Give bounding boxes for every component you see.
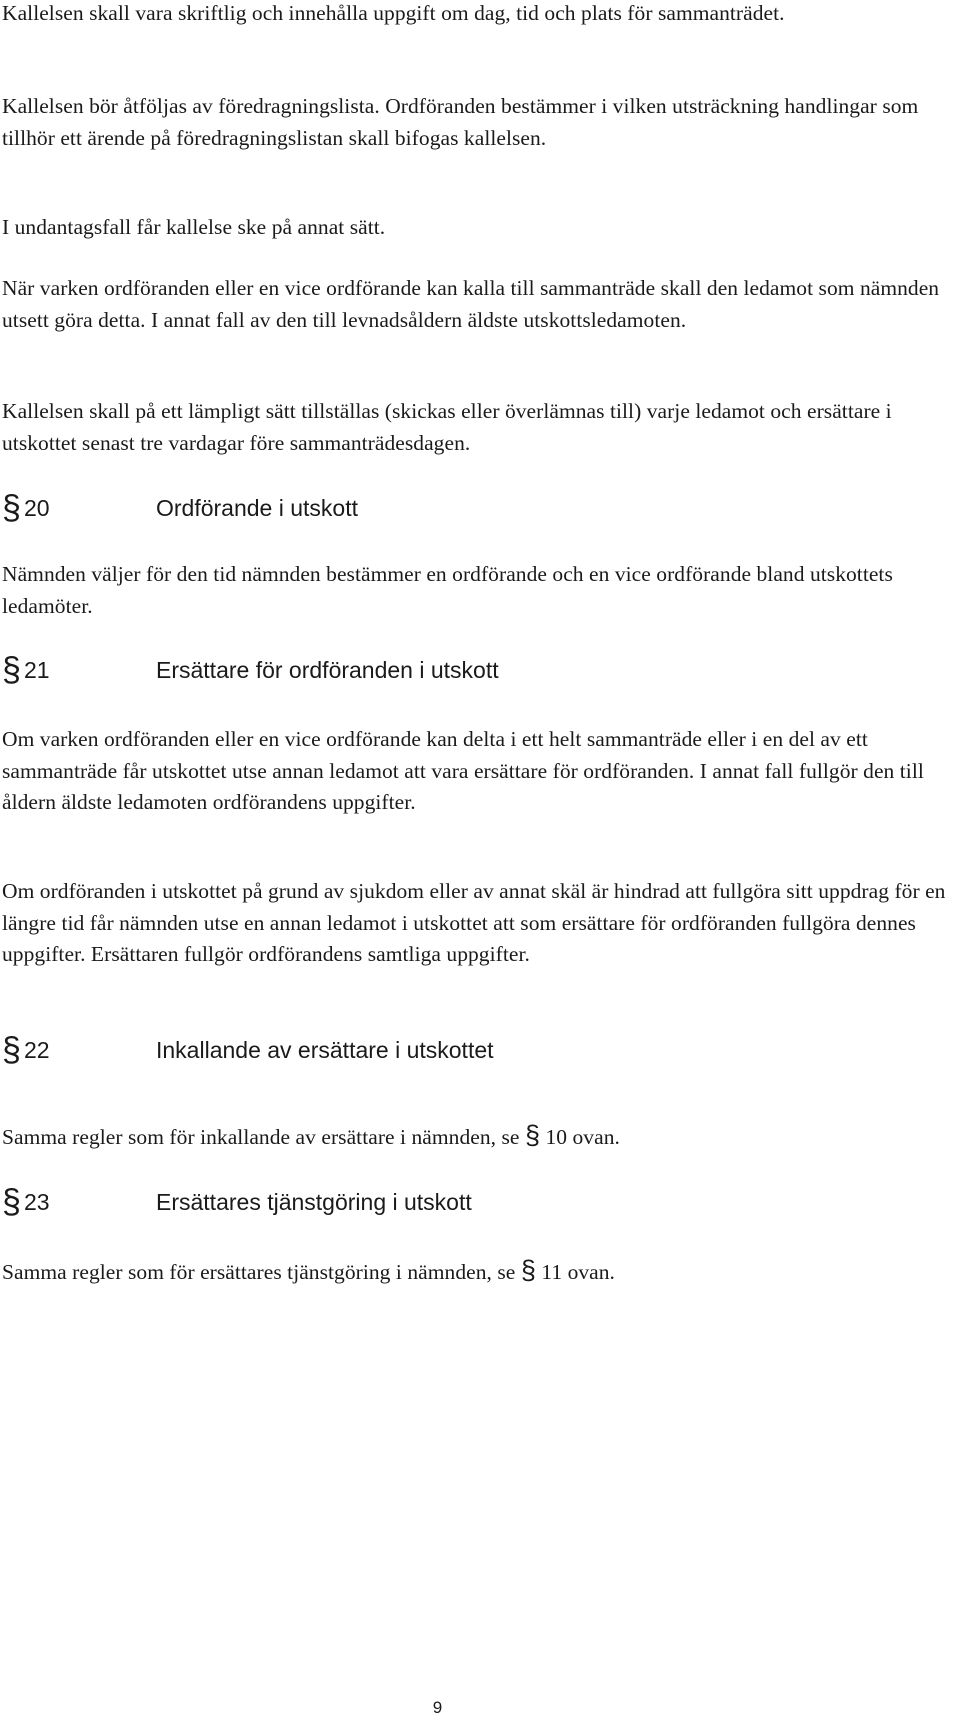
section-heading-22 bbox=[2, 1030, 902, 1070]
section-reference: 10 bbox=[545, 1125, 568, 1149]
page-number: 9 bbox=[432, 1698, 443, 1717]
section-heading-20 bbox=[2, 488, 902, 528]
text-segment: Samma regler som för ersättares tjänstgöring i nämnden, se bbox=[2, 1260, 521, 1284]
text-segment: ovan. bbox=[562, 1260, 615, 1284]
section-sign-inline: § bbox=[520, 1255, 536, 1285]
section-sign: § bbox=[2, 1031, 21, 1069]
section-title: Ersättare för ordföranden i utskott bbox=[156, 657, 499, 683]
paragraph-foredragningslista: Kallelsen bör åtföljas av föredragningslista. Ordföranden bestämmer i vilken utsträckning handlingar som tillhör ett ärende på föredragningslistan skall bifogas kallelsen. bbox=[2, 94, 919, 150]
paragraph-kalla-sammantrade: När varken ordföranden eller en vice ordförande kan kalla till sammanträde skall den ledamot som nämnden utsett göra detta. I annat fall av den till levnadsåldern äldste utskottsledamoten. bbox=[2, 276, 940, 332]
section-title: Inkallande av ersättare i utskottet bbox=[156, 1037, 494, 1063]
paragraph-kallelse-innehall: Kallelsen skall vara skriftlig och innehålla uppgift om dag, tid och plats för sammanträdet. bbox=[2, 1, 785, 25]
paragraph-inkallande-hanvisning bbox=[2, 1120, 952, 1154]
section-number: 22 bbox=[24, 1037, 50, 1063]
section-number: 21 bbox=[24, 657, 50, 683]
paragraph-ordforande-hindrad: Om ordföranden i utskottet på grund av sjukdom eller av annat skäl är hindrad att fullgöra sitt uppdrag för en längre tid får nämnden utse en annan ledamot i utskottet att som ersättare för ordföranden fullgöra dennes uppgifter. Ersättaren fullgör ordförandens samtliga uppgifter. bbox=[2, 879, 946, 966]
section-number: 23 bbox=[24, 1189, 50, 1215]
section-heading-21 bbox=[2, 650, 902, 690]
section-number: 20 bbox=[24, 495, 50, 521]
section-sign: § bbox=[2, 1183, 21, 1221]
text-segment: Samma regler som för inkallande av ersättare i nämnden, se bbox=[2, 1125, 525, 1149]
text-segment: ovan. bbox=[567, 1125, 620, 1149]
section-reference: 11 bbox=[541, 1260, 563, 1284]
section-sign-inline: § bbox=[524, 1120, 541, 1150]
section-title: Ordförande i utskott bbox=[156, 495, 358, 521]
paragraph-undantagsfall: I undantagsfall får kallelse ske på annat sätt. bbox=[2, 215, 386, 239]
section-heading-23 bbox=[2, 1182, 902, 1222]
section-sign: § bbox=[2, 651, 21, 689]
paragraph-tjanstgoring-hanvisning bbox=[2, 1255, 952, 1289]
paragraph-val-ordforande: Nämnden väljer för den tid nämnden bestämmer en ordförande och en vice ordförande bland utskottets ledamöter. bbox=[2, 562, 893, 618]
section-sign: § bbox=[2, 489, 21, 527]
section-title: Ersättares tjänstgöring i utskott bbox=[156, 1189, 472, 1215]
paragraph-ersattare-ordforande: Om varken ordföranden eller en vice ordförande kan delta i ett helt sammanträde eller i en del av ett sammanträde får utskottet utse annan ledamot att vara ersättare för ordföranden. I annat fall fullgör den till åldern äldste ledamoten ordförandens uppgifter. bbox=[2, 727, 924, 814]
paragraph-tillstallas: Kallelsen skall på ett lämpligt sätt tillställas (skickas eller överlämnas till) varje ledamot och ersättare i utskottet senast tre vardagar före sammanträdesdagen. bbox=[2, 399, 892, 455]
